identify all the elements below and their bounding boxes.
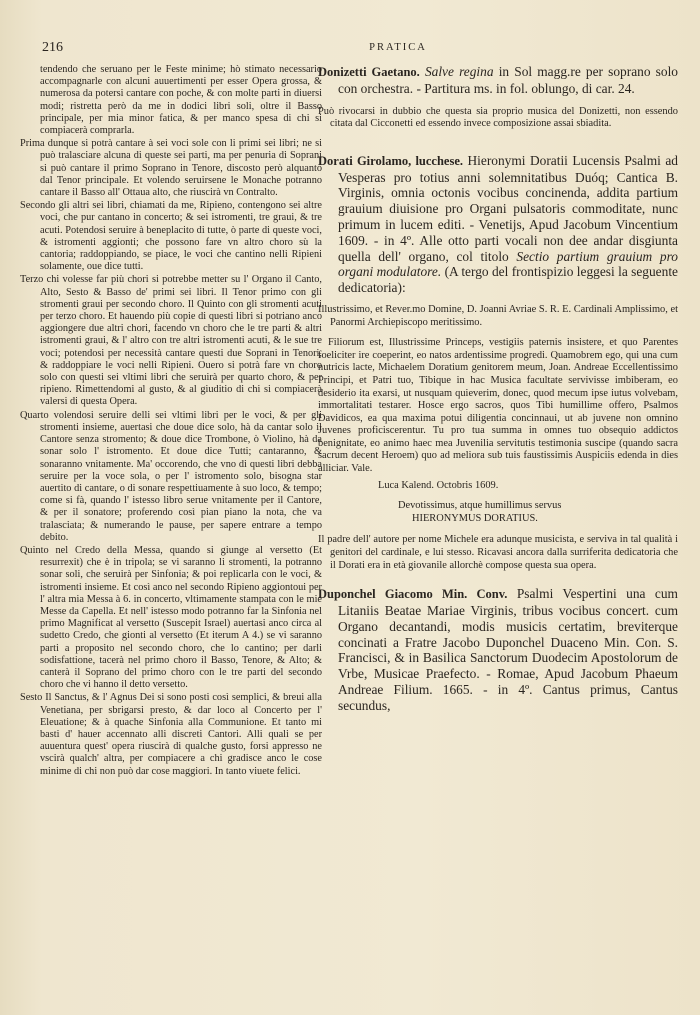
right-column bbox=[318, 64, 678, 714]
entry-text: in Sol magg.re per soprano solo con orchestra. - Partitura ms. in fol. oblungo, di car. 24. bbox=[338, 64, 678, 96]
paragraph: Sesto Il Sanctus, & l' Agnus Dei si sono posti così semplici, & breui alla Venetiana, per sbrigarsi presto, & dar loco al Concerto per l' Eleuatione; & à quache Sinfonia alla Communione. Et tanto mi basti d' hauer accennato alli discreti Cantori. Alli quali se per auuentura quest' opera riuscirà di qualche gusto, forsi appresso ne vscirà qualch' altra, per compiacere a chi gradisce anco le cose minime di chi non può dar cose maggiori. In tanto viuete felici. bbox=[20, 692, 322, 777]
page-header bbox=[42, 40, 664, 60]
paragraph: Prima dunque si potrà cantare à sei voci sole con li primi sei libri; ne si può tralasciare alcuna di queste sei parti, ma per penuria di Soprani si può cantare il primo Soprano in Tenore, discosto però alquanto dal Tenor principale. Et volendo seruirsene le Monache potranno cantare il Basso all' Ottaua alto, che riuscirà vn Contralto. bbox=[20, 138, 322, 199]
paragraph: Secondo gli altri sei libri, chiamati da me, Ripieno, contengono sei altre voci, che pur cantano in concerto; & sei istromenti, tre graui, & tre acuti. Potendosi seruire à beneplacito di tutte, ò parte di queste voci, & istromenti aggionti; che possono fare vn altro choro sù la cantoria; raddoppiando, se piace, le voci che cantino nelli Ripieni solamente, oue dice tutti. bbox=[20, 200, 322, 273]
entry-italic-title: Sectio partium grauium pro organi modulatore. bbox=[338, 248, 678, 280]
left-column bbox=[20, 64, 322, 779]
running-head: PRATICA bbox=[369, 42, 427, 53]
entry-text: Psalmi Vespertini una cum Litaniis Beatae Mariae Virginis, tribus vocibus concert. cum Organo decantandi, modis musicis certatim, breviterque concinati a Fratre Jacobo Duponchel Duaceno Min. Con. S. Francisci, & in Basilica Sanctorum Duodecim Apostolorum de Vrbe, Musicae Praefecto. - Romae, Apud Jacobum Phaeum Andreae Filium. 1665. - in 4º. Cantus primus, Cantus secundus, bbox=[338, 586, 678, 713]
entry-heading: Donizetti Gaetano. bbox=[318, 65, 420, 79]
paragraph: Quinto nel Credo della Messa, quando si giunge al versetto (Et resurrexit) che è in tripola; se vi saranno li stromenti, la potranno sonar soli, che seruirà per Sinfonia; & poi replicarla con le voci, & istromenti insieme. Et così anco nel secondo Ripieno aggiontoui per l' altra mia Messa à 6. in concerto, vltimamente stampata con le mie Messe da Capella. Et nell' istesso modo potranno far la Sinfonia nel primo Magnificat al versetto (Suscepit Israel) auertasi anco circa al sudetto Credo, che gionti al versetto (Et iterum A 4.) se vi saranno parti a proposito nel secondo choro, che lo cantino; per darli sodisfattione, tacerà nel primo choro il Basso, Tenore, & Alto; & canterà il Soprano del primo choro con le tre parti del secondo choro che vi hanno il detto versetto. bbox=[20, 544, 322, 691]
dedication-address: Illustrissimo, et Rever.mo Domine, D. Joanni Avriae S. R. E. Cardinali Amplissimo, et Panormi Archiepiscopo meritissimo. bbox=[318, 303, 678, 328]
entry-heading: Dorati Girolamo, lucchese. bbox=[318, 153, 464, 168]
paragraph: Terzo chi volesse far più chori si potrebbe metter su l' Organo il Canto, Alto, Sesto & Basso de' primi sei libri. Il Tenor primo con gli stromenti graui per secondo choro. Il Quinto con gli stromenti acuti per terzo choro. Et hauendo più copie di questi libri si potriano anco aggiongere due altri chori, facendo vn choro che le tre parti & altri istromenti graui, & l' altro con tre altri istromenti acuti, & le sue tre voci; potendosi per necessità cantare questi due Soprani in Tenori, & raddoppiare le voci nelli Ripieni. Ouero si potrà fare vn choro solo con questi sei vltimi libri che seruirà per quarto choro, & per ripieno. Rimettendomi al gusto, & al giuditio di chi si compiacerà valersi di questa Opera. bbox=[20, 274, 322, 408]
dedication-date: Luca Kalend. Octobris 1609. bbox=[378, 479, 499, 491]
paragraph: Quarto volendosi seruire delli sei vltimi libri per le voci, & per gli stromenti insieme, auertasi che doue dice solo, hà da cantar solo il Cantore senza stromento; & doue dice Trombone, ò Violino, hà da sonar solo l' istromento. Et doue dice Tutti; cantaranno, & sonaranno vnitamente. Ma' occorendo, che vno di questi libri debba seruire per la voce sola, o per l' istromento solo, bisogna star auertito di cantare, o di sonare respettiuamente à suo loco, & tempo; come si fà, quando l' istesso libro serue vnitamente per il Cantore, & per il sonatore; proferendo così pian piano la nota, che va tralasciata; & numerando le pause, per sapere entrare a tempo debito. bbox=[20, 409, 322, 543]
catalog-entry-donizetti bbox=[318, 64, 678, 97]
catalog-entry-dorati bbox=[318, 153, 678, 296]
catalog-entry-duponchel bbox=[318, 586, 678, 713]
entry-title: Salve regina bbox=[424, 64, 494, 79]
entry-heading: Duponchel Giacomo Min. Conv. bbox=[318, 587, 508, 602]
signature-line: Devotissimus, atque humillimus servus bbox=[398, 500, 562, 512]
dedication-body: Filiorum est, Illustrissime Princeps, vestigiis paternis insistere, et quo Parentes foeliciter ire coeperint, eo natos ardentissime progredi. Quamobrem ego, qui una cum nutricis lacte, Michaelem Doratium genitorem meum, Joan. Andreae Eccellentissimo Principi, et Patri tuo, Tibique in hac Musica facultate servivisse imbiberam, eo desiderio ita exarsi, ut nusquam quieverim, donec, quod mecum ipse iutus volvebam, immortalitati testarer. Hosce ergo sacros, quos Tibi humillime offero, Psalmos Davidicos, ea qua maxima potui diligentia concinnaui, ut ab juvene non omnino Juvenes proficiscerentur. Tu pro tua summa in omnes tuo obsequio addictos benignitate, eo animo haec mea Juvenilia servitutis testimonia suscipe (quando sacra sacrum decent Heroem) quo ad meliora sub tuis faustissimis Auspiciis edenda in dies alliciar. Vale. bbox=[318, 337, 678, 475]
note-dorati: Il padre dell' autore per nome Michele era adunque musicista, e serviva in tal qualità i genitori del cardinale, e lui stesso. Ricavasi ancora dalla surriferita dedicatoria che il Dorati era in età giovanile allorchè compose questa sua opera. bbox=[318, 534, 678, 571]
entry-text: Hieronymi Doratii Lucensis Psalmi ad Vesperas pro totius anni solemnitatibus Duóq; Cantica B. Virginis, omnia octonis vocibus concinenda, addita partium grauium diuisione pro Organi pulsatoris commoditate, nunc primum in lucem editi. - Venetijs, Apud Jacobum Vincentium 1609. - in 4º. Alle otto parti vocali non dee andar disgiunta quella dell' organo, col titolo bbox=[338, 152, 678, 264]
note-donizetti: Può rivocarsi in dubbio che questa sia proprio musica del Donizetti, non essendo citata dal Cicconetti ed essendo invece composizione assai sbiadita. bbox=[318, 105, 678, 130]
paragraph: tendendo che seruano per le Feste minime; hò stimato necessario accompagnarle con alcuni auuertimenti per esser Opera grossa, & numerosa da potersi cantare con poche, & con molte parti in diuersi modi; ristretta però da me in dodici libri soli, oltre il Basso principale, per mia minor fatica, & per manco spesa di chi si compiacerà comprarla. bbox=[40, 64, 322, 137]
signature-name: HIERONYMUS DORATIUS. bbox=[412, 512, 538, 524]
page-number: 216 bbox=[42, 40, 63, 55]
entry-text-end: (A tergo del frontispizio leggesi la seguente dedicatoria): bbox=[338, 264, 678, 296]
